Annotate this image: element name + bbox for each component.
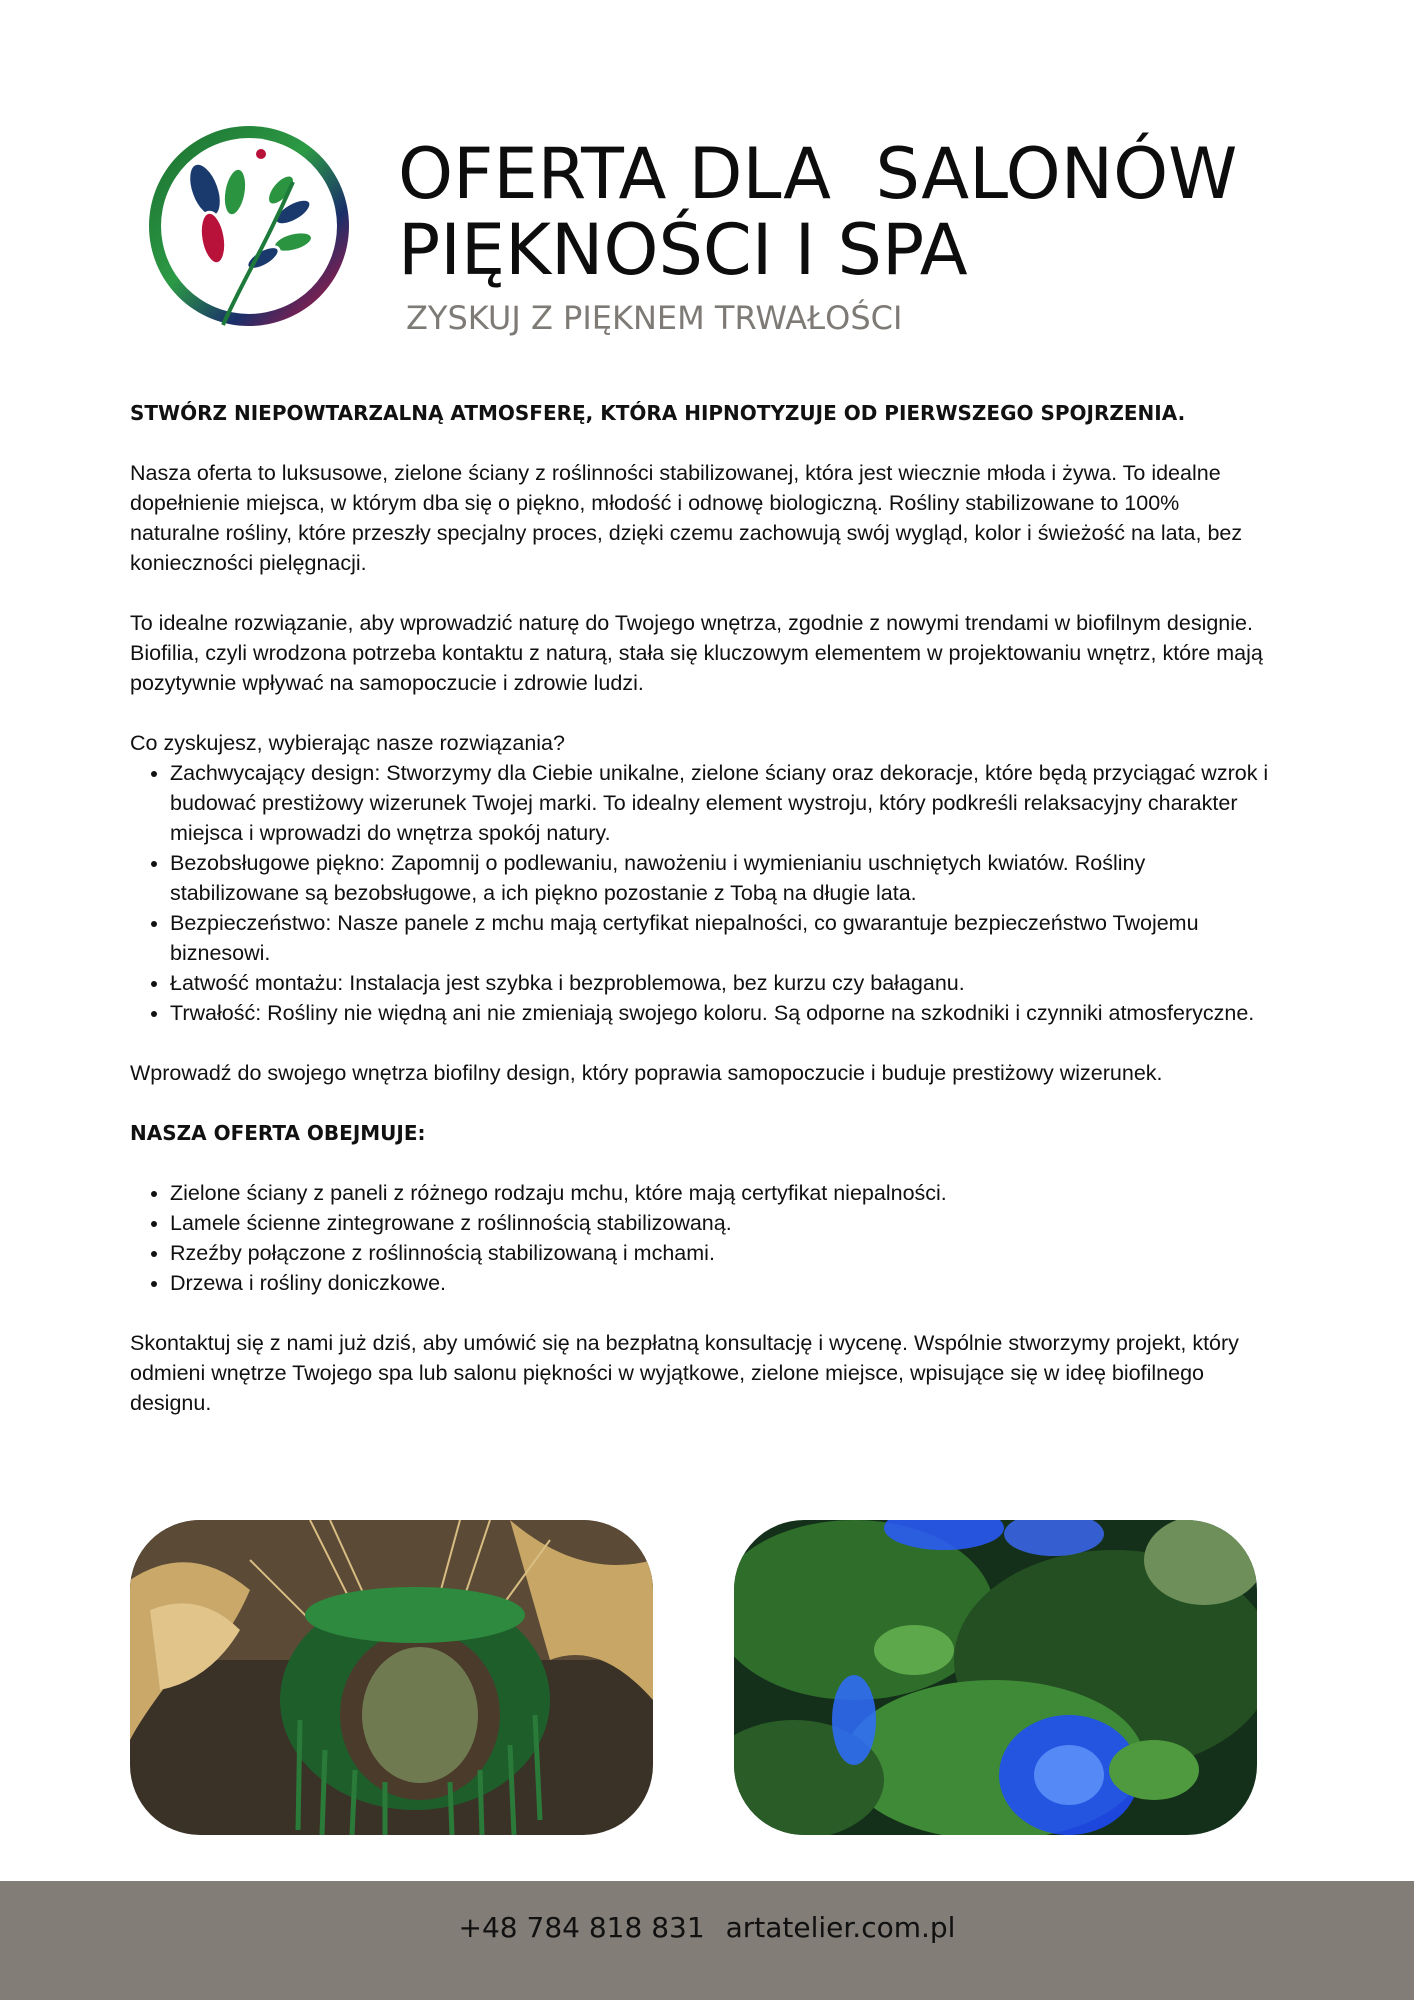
- page-title: [398, 133, 1238, 291]
- footer-website[interactable]: artatelier.com.pl: [725, 1911, 956, 1944]
- page-subtitle: ZYSKUJ Z PIĘKNEM TRWAŁOŚCI: [406, 299, 903, 337]
- list-item: • Zielone ściany z paneli z różnego rodzaju mchu, które mają certyfikat niepalności.: [170, 1178, 1270, 1208]
- paragraph-intro: Nasza oferta to luksusowe, zielone ściany z roślinności stabilizowanej, która jest wiecznie młoda i żywa. To idealne dopełnienie miejsca, w którym dba się o piękno, młodość i odnowę biologiczną. Rośliny stabilizowane to 100% naturalne rośliny, które przeszły specjalny proces, dzięki czemu zachowują swój wygląd, kolor i świeżość na lata, bez konieczności pielęgnacji.: [130, 461, 1243, 575]
- main-content: [130, 398, 1270, 1418]
- paragraph-biophilic: Wprowadź do swojego wnętrza biofilny design, który poprawia samopoczucie i buduje prestiżowy wizerunek.: [130, 1061, 1163, 1085]
- list-item: • Rzeźby połączone z roślinnością stabilizowaną i mchami.: [170, 1238, 1270, 1268]
- footer-phone[interactable]: +48 784 818 831: [458, 1911, 705, 1944]
- footer-contact: [453, 1911, 962, 1944]
- title-line-2: PIĘKNOŚCI I SPA: [398, 209, 968, 291]
- list-item: • Lamele ścienne zintegrowane z roślinnością stabilizowaną.: [170, 1208, 1270, 1238]
- intro-heading: STWÓRZ NIEPOWTARZALNĄ ATMOSFERĘ, KTÓRA HIPNOTYZUJE OD PIERWSZEGO SPOJRZENIA.: [130, 401, 1186, 425]
- brand-logo: [143, 120, 355, 332]
- footer-bar: [0, 1881, 1414, 2000]
- list-item: • Zachwycający design: Stworzymy dla Ciebie unikalne, zielone ściany oraz dekoracje, które będą przyciągać wzrok i budować prestiżowy wizerunek Twojej marki. To idealny element wystroju, który podkreśli relaksacyjny charakter miejsca i wprowadzi do wnętrza spokój natury.: [170, 758, 1270, 848]
- list-item: • Łatwość montażu: Instalacja jest szybka i bezproblemowa, bez kurzu czy bałaganu.: [170, 968, 1270, 998]
- benefits-list: [130, 758, 1270, 1028]
- moss-wall-photo: [734, 1520, 1257, 1835]
- list-item: • Bezpieczeństwo: Nasze panele z mchu mają certyfikat niepalności, co gwarantuje bezpieczeństwo Twojemu biznesowi.: [170, 908, 1270, 968]
- closing-paragraph: Skontaktuj się z nami już dziś, aby umówić się na bezpłatną konsultację i wycenę. Wspólnie stworzymy projekt, który odmieni wnętrze Twojego spa lub salonu piękności w wyjątkowe, zielone miejsce, wpisujące się w ideę biofilnego designu.: [130, 1331, 1239, 1415]
- list-item: • Bezobsługowe piękno: Zapomnij o podlewaniu, nawożeniu i wymienianiu uschniętych kwiatów. Rośliny stabilizowane są bezobsługowe, a ich piękno pozostanie z Tobą na długie lata.: [170, 848, 1270, 908]
- benefits-intro: Co zyskujesz, wybierając nasze rozwiązania?: [130, 731, 565, 755]
- offer-list: [130, 1178, 1270, 1298]
- paragraph-biophilia: To idealne rozwiązanie, aby wprowadzić naturę do Twojego wnętrza, zgodnie z nowymi trendami w biofilnym designie. Biofilia, czyli wrodzona potrzeba kontaktu z naturą, stała się kluczowym elementem w projektowaniu wnętrz, które mają pozytywnie wpływać na samopoczucie i zdrowie ludzi.: [130, 611, 1263, 695]
- moss-chandelier-photo: [130, 1520, 653, 1835]
- list-item: • Drzewa i rośliny doniczkowe.: [170, 1268, 1270, 1298]
- list-item: • Trwałość: Rośliny nie więdną ani nie zmieniają swojego koloru. Są odporne na szkodniki i czynniki atmosferyczne.: [170, 998, 1270, 1028]
- title-line-1: OFERTA DLA SALONÓW: [398, 133, 1238, 215]
- offer-heading: NASZA OFERTA OBEJMUJE:: [130, 1121, 426, 1145]
